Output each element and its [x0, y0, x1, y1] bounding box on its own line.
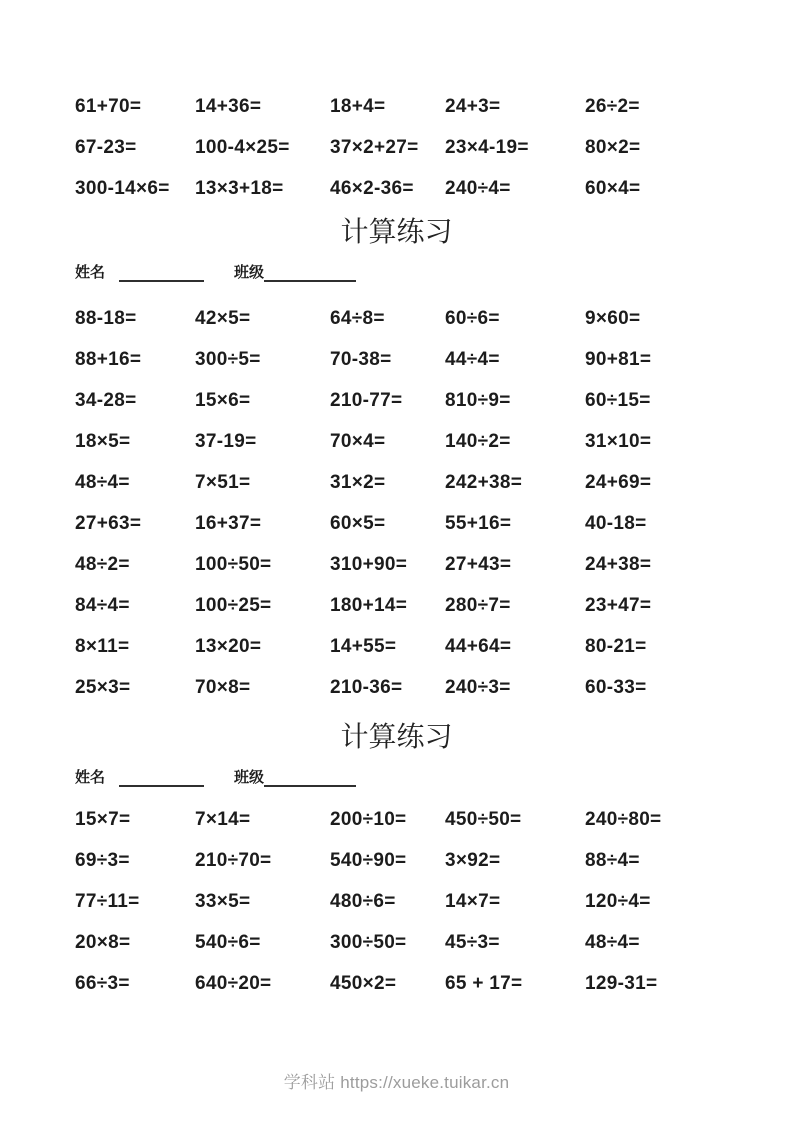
problem-row [0, 86, 793, 127]
problem-expression: 18×5= [75, 430, 131, 452]
intro-problem-rows [0, 0, 793, 209]
problem-row [0, 881, 793, 922]
section-title: 计算练习 [340, 722, 453, 753]
problem-expression: 44÷4= [445, 348, 500, 370]
problem-expression: 7×14= [195, 808, 251, 830]
problem-expression: 31×2= [330, 471, 386, 493]
problem-expression: 310+90= [330, 553, 408, 575]
problem-expression: 65 + 17= [445, 972, 523, 994]
problem-expression: 540÷90= [330, 849, 407, 871]
footer-watermark: 学科站 https://xueke.tuikar.cn [283, 1073, 510, 1092]
problem-expression: 9×60= [585, 307, 641, 329]
name-blank-line [119, 771, 204, 787]
problem-expression: 129-31= [585, 972, 658, 994]
problem-expression: 120÷4= [585, 890, 651, 912]
class-label: 班级 [234, 769, 265, 786]
problem-row [0, 380, 793, 421]
problem-expression: 80-21= [585, 635, 647, 657]
section-title: 计算练习 [340, 217, 453, 248]
problem-row [0, 462, 793, 503]
problem-rows-section-1 [0, 298, 793, 708]
class-blank-line [264, 771, 356, 787]
problem-expression: 48÷4= [75, 471, 130, 493]
problem-expression: 7×51= [195, 471, 251, 493]
problem-expression: 200÷10= [330, 808, 407, 830]
problem-expression: 55+16= [445, 512, 512, 534]
problem-expression: 33×5= [195, 890, 251, 912]
problem-expression: 70×8= [195, 676, 251, 698]
problem-row [0, 421, 793, 462]
problem-row [0, 544, 793, 585]
problem-expression: 540÷6= [195, 931, 261, 953]
problem-expression: 48÷2= [75, 553, 130, 575]
problem-expression: 100-4×25= [195, 136, 290, 158]
problem-expression: 27+63= [75, 512, 142, 534]
problem-expression: 240÷4= [445, 177, 511, 199]
problem-row [0, 799, 793, 840]
name-label: 姓名 [75, 769, 106, 786]
problem-expression: 84÷4= [75, 594, 130, 616]
problem-expression: 66÷3= [75, 972, 130, 994]
problem-expression: 88-18= [75, 307, 137, 329]
problem-expression: 34-28= [75, 389, 137, 411]
problem-expression: 60-33= [585, 676, 647, 698]
class-label: 班级 [234, 264, 265, 281]
problem-expression: 27+43= [445, 553, 512, 575]
problem-expression: 13×3+18= [195, 177, 284, 199]
problem-expression: 26÷2= [585, 95, 640, 117]
problem-row [0, 339, 793, 380]
problem-expression: 210-77= [330, 389, 403, 411]
problem-row [0, 127, 793, 168]
problem-expression: 88+16= [75, 348, 142, 370]
problem-expression: 3×92= [445, 849, 501, 871]
problem-rows-section-2 [0, 799, 793, 1004]
problem-expression: 25×3= [75, 676, 131, 698]
worksheet-section-1 [0, 215, 793, 708]
problem-expression: 24+38= [585, 553, 652, 575]
problem-expression: 18+4= [330, 95, 386, 117]
problem-expression: 24+3= [445, 95, 501, 117]
problem-expression: 240÷3= [445, 676, 511, 698]
problem-expression: 24+69= [585, 471, 652, 493]
problem-expression: 23+47= [585, 594, 652, 616]
problem-expression: 14+36= [195, 95, 262, 117]
problem-expression: 60÷6= [445, 307, 500, 329]
problem-expression: 69÷3= [75, 849, 130, 871]
problem-expression: 23×4-19= [445, 136, 529, 158]
problem-row [0, 667, 793, 708]
problem-expression: 450÷50= [445, 808, 522, 830]
name-class-line [75, 260, 793, 282]
problem-expression: 42×5= [195, 307, 251, 329]
problem-expression: 37×2+27= [330, 136, 419, 158]
problem-expression: 14×7= [445, 890, 501, 912]
problem-expression: 67-23= [75, 136, 137, 158]
name-blank-line [119, 266, 204, 282]
problem-expression: 40-18= [585, 512, 647, 534]
problem-expression: 45÷3= [445, 931, 500, 953]
problem-expression: 210÷70= [195, 849, 272, 871]
problem-expression: 20×8= [75, 931, 131, 953]
problem-expression: 100÷25= [195, 594, 272, 616]
problem-expression: 8×11= [75, 635, 130, 657]
problem-expression: 61+70= [75, 95, 142, 117]
problem-expression: 810÷9= [445, 389, 511, 411]
problem-expression: 300-14×6= [75, 177, 170, 199]
name-class-line [75, 765, 793, 787]
problem-row [0, 585, 793, 626]
problem-expression: 88÷4= [585, 849, 640, 871]
problem-expression: 70×4= [330, 430, 386, 452]
problem-row [0, 503, 793, 544]
problem-expression: 48÷4= [585, 931, 640, 953]
problem-expression: 140÷2= [445, 430, 511, 452]
problem-expression: 300÷5= [195, 348, 261, 370]
problem-expression: 77÷11= [75, 890, 140, 912]
problem-expression: 242+38= [445, 471, 523, 493]
problem-expression: 80×2= [585, 136, 641, 158]
problem-expression: 64÷8= [330, 307, 385, 329]
problem-expression: 60×4= [585, 177, 641, 199]
problem-expression: 90+81= [585, 348, 652, 370]
problem-expression: 180+14= [330, 594, 408, 616]
problem-expression: 16+37= [195, 512, 262, 534]
problem-expression: 280÷7= [445, 594, 511, 616]
problem-expression: 60÷15= [585, 389, 651, 411]
worksheet-section-2 [0, 720, 793, 1004]
problem-row [0, 840, 793, 881]
problem-expression: 210-36= [330, 676, 403, 698]
problem-expression: 31×10= [585, 430, 652, 452]
problem-expression: 60×5= [330, 512, 386, 534]
problem-expression: 480÷6= [330, 890, 396, 912]
problem-expression: 240÷80= [585, 808, 662, 830]
problem-row [0, 168, 793, 209]
problem-expression: 100÷50= [195, 553, 272, 575]
problem-row [0, 298, 793, 339]
problem-expression: 44+64= [445, 635, 512, 657]
problem-row [0, 922, 793, 963]
class-blank-line [264, 266, 356, 282]
problem-expression: 14+55= [330, 635, 397, 657]
problem-expression: 450×2= [330, 972, 397, 994]
problem-expression: 640÷20= [195, 972, 272, 994]
problem-expression: 46×2-36= [330, 177, 414, 199]
problem-expression: 13×20= [195, 635, 262, 657]
problem-expression: 70-38= [330, 348, 392, 370]
problem-row [0, 963, 793, 1004]
problem-row [0, 626, 793, 667]
problem-expression: 300÷50= [330, 931, 407, 953]
problem-expression: 15×7= [75, 808, 131, 830]
problem-expression: 37-19= [195, 430, 257, 452]
name-label: 姓名 [75, 264, 106, 281]
problem-expression: 15×6= [195, 389, 251, 411]
